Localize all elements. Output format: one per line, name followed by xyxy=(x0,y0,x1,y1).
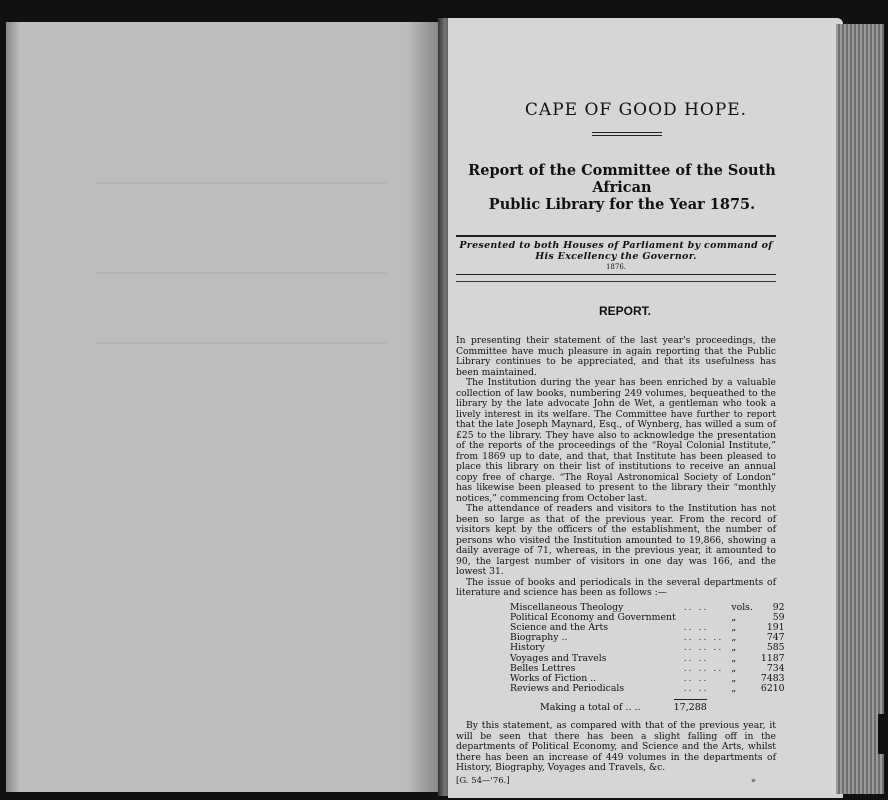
paragraph-4: The issue of books and periodicals in the several departments of literature and science has been as follows :— xyxy=(456,576,776,598)
unit-cell: „ xyxy=(731,672,737,684)
divider-rule xyxy=(456,281,776,282)
leader-dots: .. .. xyxy=(683,683,709,695)
clip-tab xyxy=(878,714,884,754)
count-cell: 92 xyxy=(772,601,785,613)
unit-cell: „ xyxy=(731,611,737,623)
dept-cell: Voyages and Travels xyxy=(510,652,607,664)
dept-cell: Science and the Arts xyxy=(510,621,608,633)
dept-cell: History xyxy=(510,642,545,654)
show-through-line xyxy=(96,342,386,344)
total-label: Making a total of .. .. xyxy=(540,702,641,714)
left-page-blank xyxy=(6,22,446,792)
left-page-edge xyxy=(6,22,20,792)
leader-dots: .. .. xyxy=(683,621,709,633)
count-cell: 734 xyxy=(766,662,785,674)
issue-table xyxy=(506,603,789,695)
report-title-line-1: Report of the Committee of the South African xyxy=(468,162,776,196)
dept-cell: Reviews and Periodicals xyxy=(510,683,625,695)
dept-cell: Political Economy and Government xyxy=(510,611,676,623)
unit-cell: vols. xyxy=(731,601,753,613)
page-footer xyxy=(456,776,776,786)
page-heading: CAPE OF GOOD HOPE. xyxy=(524,100,748,120)
leader-dots: .. .. .. xyxy=(683,642,724,654)
show-through-line xyxy=(96,182,386,184)
presented-text: Presented to both Houses of Parliament by command of His Excellency the Governor. xyxy=(459,240,773,262)
dept-cell: Works of Fiction .. xyxy=(510,672,597,684)
total-line xyxy=(540,702,776,713)
table-row xyxy=(506,643,789,653)
catchword: » xyxy=(750,775,756,786)
presented-notice xyxy=(456,235,776,275)
leader-dots: .. .. xyxy=(683,652,709,664)
heading-rule xyxy=(592,132,662,136)
paragraph-2: The Institution during the year has been enriched by a valuable collection of law books, numbering 249 volumes, bequeathed to the library by the late advocate John de Wet, a gentleman who took a lively interest in its welfare. The Committee have further to report that the late Joseph Maynard, Esq., of Wynberg, has willed a sum of £25 to the library. They have also to acknowledge the presentation of the reports of the proceedings of the “Royal Colonial Institute,” from 1869 up to date, and that, that Institute has been pleased to place this library on their list of institutions to receive an annual copy free of charge. “The Royal Astronomical Society of London” has likewise been pleased to present to the library their “monthly notices,” commencing from October last. xyxy=(456,377,776,504)
unit-cell: „ xyxy=(731,621,737,633)
count-cell: 59 xyxy=(772,611,785,623)
paragraph-1: In presenting their statement of the last year's proceedings, the Committee have much pleasure in again reporting that the Public Library continues to be appreciated, and that its usefulness has been maintained. xyxy=(456,335,776,378)
report-page-content xyxy=(456,100,785,786)
unit-cell: „ xyxy=(731,642,737,654)
unit-cell: „ xyxy=(731,632,737,644)
dept-cell: Biography .. xyxy=(510,632,568,644)
report-title xyxy=(468,162,776,213)
paragraph-3: The attendance of readers and visitors to the Institution has not been so large as that of the previous year. From the record of visitors kept by the officers of the establishment, the number of persons who visited the Institution amounted to 19,866, showing a daily average of 71, whereas, in the previous year, it amounted to 90, the largest number of visitors in one day was 166, and the lowest 31. xyxy=(456,503,776,577)
leader-dots: .. .. .. xyxy=(683,662,724,674)
page-stack-edge xyxy=(836,24,884,794)
dept-cell: Belles Lettres xyxy=(510,662,576,674)
presented-year: 1876. xyxy=(605,263,627,271)
document-reference: [G. 54—'76.] xyxy=(456,775,510,786)
dept-cell: Miscellaneous Theology xyxy=(510,601,624,613)
count-cell: 1187 xyxy=(760,652,785,664)
count-cell: 6210 xyxy=(760,683,785,695)
unit-cell: „ xyxy=(731,683,737,695)
total-value: 17,288 xyxy=(674,699,707,713)
leader-dots: .. .. xyxy=(683,601,709,613)
report-heading: REPORT. xyxy=(598,304,651,318)
count-cell: 747 xyxy=(766,632,785,644)
unit-cell: „ xyxy=(731,652,737,664)
report-title-line-2: Public Library for the Year 1875. xyxy=(488,196,756,213)
show-through-line xyxy=(96,272,386,274)
table-row xyxy=(506,633,789,643)
leader-dots: .. .. xyxy=(683,672,709,684)
count-cell: 585 xyxy=(766,642,785,654)
unit-cell: „ xyxy=(731,662,737,674)
paragraph-5: By this statement, as compared with that of the previous year, it will be seen that there has been a slight falling off in the departments of Political Economy, and Science and the Arts, whilst there has been an increase of 449 volumes in the departments of History, Biography, Voyages and Travels, &c. xyxy=(456,720,776,774)
count-cell: 7483 xyxy=(760,672,785,684)
table-row xyxy=(506,684,789,694)
leader-dots: .. .. .. xyxy=(683,632,724,644)
count-cell: 191 xyxy=(766,621,785,633)
